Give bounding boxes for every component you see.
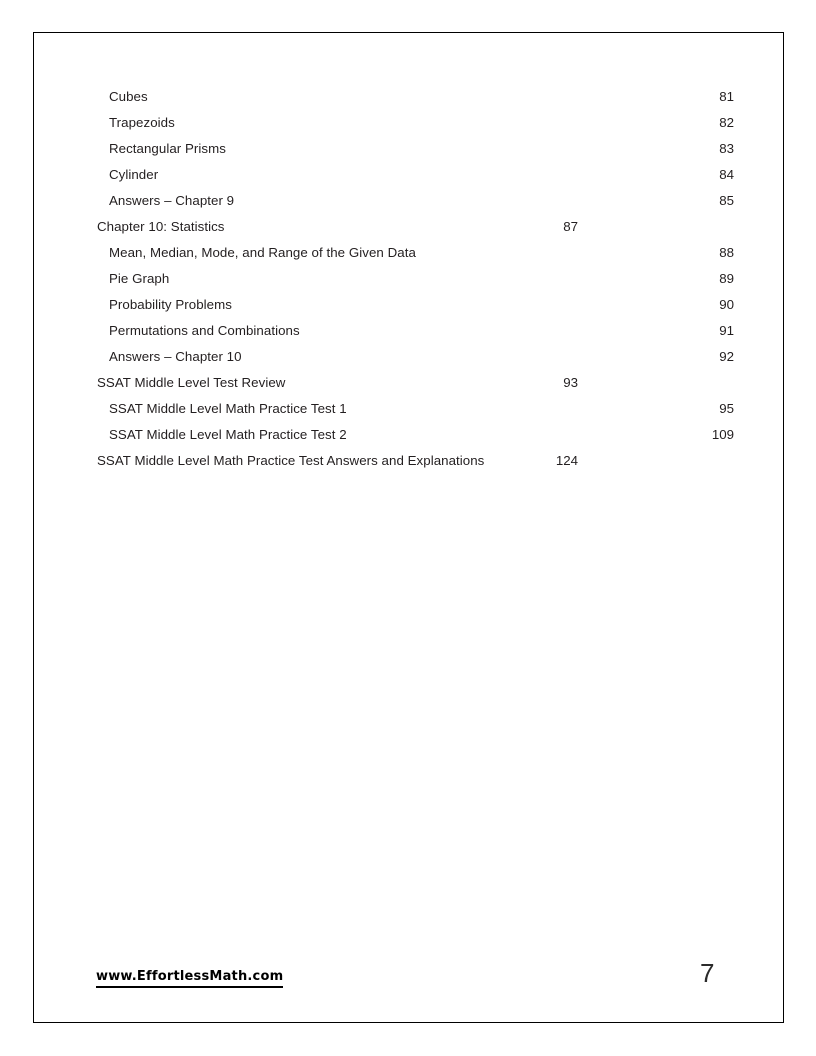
toc-entry-title: SSAT Middle Level Math Practice Test 2: [109, 427, 347, 442]
toc-entry-title: SSAT Middle Level Test Review: [97, 375, 286, 390]
page-frame: [33, 32, 784, 1023]
toc-entry-page-number: 89: [719, 271, 734, 286]
toc-entry[interactable]: [96, 167, 734, 193]
toc-entry[interactable]: [96, 89, 734, 115]
toc-entry[interactable]: [96, 245, 734, 271]
toc-entry-title: Answers – Chapter 10: [109, 349, 242, 364]
footer-page-number: 7: [700, 958, 715, 988]
toc-entry[interactable]: [96, 453, 578, 479]
toc-entry-page-number: 88: [719, 245, 734, 260]
toc-entry[interactable]: [96, 401, 734, 427]
toc-entry-page-number: 84: [719, 167, 734, 182]
toc-entry-title: Mean, Median, Mode, and Range of the Given Data: [109, 245, 416, 260]
toc-entry-page-number: 85: [719, 193, 734, 208]
toc-entry-page-number: 92: [719, 349, 734, 364]
footer-website-link[interactable]: www.EffortlessMath.com: [96, 969, 283, 988]
toc-entry[interactable]: [96, 193, 734, 219]
toc-entry-page-number: 87: [563, 219, 578, 234]
toc-entry-page-number: 95: [719, 401, 734, 416]
toc-entry-title: Cubes: [109, 89, 148, 104]
toc-entry[interactable]: [96, 271, 734, 297]
toc-entry-page-number: 82: [719, 115, 734, 130]
table-of-contents: [96, 89, 752, 479]
toc-entry[interactable]: [96, 323, 734, 349]
toc-entry-title: Answers – Chapter 9: [109, 193, 235, 208]
toc-entry-page-number: 124: [555, 453, 578, 468]
toc-entry-page-number: 83: [719, 141, 734, 156]
toc-entry[interactable]: [96, 427, 734, 453]
toc-entry-page-number: 90: [719, 297, 734, 312]
toc-entry-title: Pie Graph: [109, 271, 170, 286]
toc-entry[interactable]: [96, 115, 734, 141]
toc-entry-page-number: 91: [719, 323, 734, 338]
page-footer: [96, 958, 753, 1008]
toc-entry-title: SSAT Middle Level Math Practice Test Answers and Explanations: [97, 453, 485, 468]
toc-entry[interactable]: [96, 219, 578, 245]
toc-entry-title: Cylinder: [109, 167, 159, 182]
toc-entry-page-number: 109: [711, 427, 734, 442]
toc-entry-title: Chapter 10: Statistics: [97, 219, 225, 234]
toc-entry[interactable]: [96, 375, 578, 401]
toc-entry[interactable]: [96, 297, 734, 323]
toc-entry[interactable]: [96, 349, 734, 375]
toc-entry-title: Probability Problems: [109, 297, 232, 312]
toc-entry-page-number: 93: [563, 375, 578, 390]
toc-entry[interactable]: [96, 141, 734, 167]
toc-entry-title: Trapezoids: [109, 115, 175, 130]
toc-entry-title: Rectangular Prisms: [109, 141, 226, 156]
toc-entry-page-number: 81: [719, 89, 734, 104]
toc-entry-title: SSAT Middle Level Math Practice Test 1: [109, 401, 347, 416]
toc-entry-title: Permutations and Combinations: [109, 323, 300, 338]
